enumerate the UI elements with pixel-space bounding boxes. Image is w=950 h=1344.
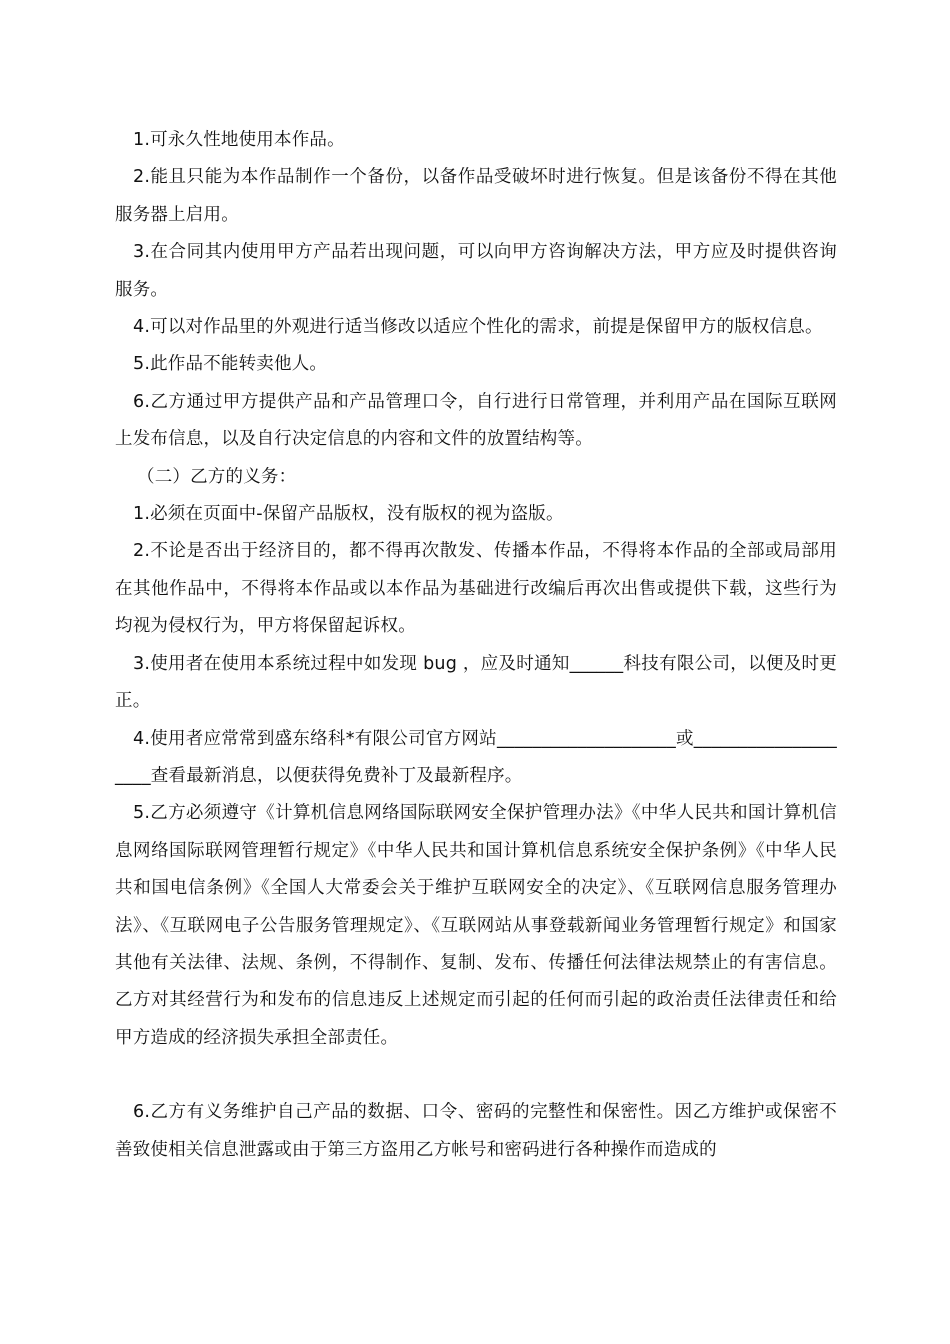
document-body [115,122,837,1169]
paragraph-right-6: 6.乙方通过甲方提供产品和产品管理口令，自行进行日常管理，并利用产品在国际互联网上发布信息，以及自行决定信息的内容和文件的放置结构等。 [115,391,837,450]
paragraph-right-3: 3.在合同其内使用甲方产品若出现问题，可以向甲方咨询解决方法，甲方应及时提供咨询服务。 [115,242,837,300]
paragraph-obligation-3: 3.使用者在使用本系统过程中如发现 bug ，应及时通知______科技有限公司，以便及时更正。 [115,653,837,712]
paragraph-obligation-1: 1.必须在页面中-保留产品版权，没有版权的视为盗版。 [133,504,564,525]
paragraph-spacer [115,1057,837,1094]
section-heading-obligations: （二）乙方的义务： [137,466,297,487]
paragraph-right-4: 4.可以对作品里的外观进行适当修改以适应个性化的需求，前提是保留甲方的版权信息。 [133,317,823,338]
paragraph-right-2: 2.能且只能为本作品制作一个备份，以备作品受破坏时进行恢复。但是该备份不得在其他服务器上启用。 [115,167,837,225]
paragraph-obligation-5: 5.乙方必须遵守《计算机信息网络国际联网安全保护管理办法》《中华人民共和国计算机信息网络国际联网管理暂行规定》《中华人民共和国计算机信息系统安全保护条例》《中华人民共和国电信条例》《全国人大常委会关于维护互联网安全的决定》、《互联网信息服务管理办法》、《互联网电子公告服务管理规定》、《互联网站从事登载新闻业务管理暂行规定》和国家其他有关法律、法规、条例，不得制作、复制、发布、传播任何法律法规禁止的有害信息。乙方对其经营行为和发布的信息违反上述规定而引起的任何而引起的政治责任法律责任和给甲方造成的经济损失承担全部责任。 [115,803,837,1048]
paragraph-obligation-2: 2.不论是否出于经济目的，都不得再次散发、传播本作品，不得将本作品的全部或局部用在其他作品中，不得将本作品或以本作品为基础进行改编后再次出售或提供下载，这些行为均视为侵权行为，甲方将保留起诉权。 [115,541,837,637]
paragraph-right-5: 5.此作品不能转卖他人。 [133,354,328,375]
paragraph-obligation-4: 4.使用者应常常到盛东络科*有限公司官方网站____________________或____________________查看最新消息，以便获得免费补丁及最新程序。 [115,728,837,786]
paragraph-right-1: 1.可永久性地使用本作品。 [133,130,345,150]
paragraph-obligation-6: 6.乙方有义务维护自己产品的数据、口令、密码的完整性和保密性。因乙方维护或保密不善致使相关信息泄露或由于第三方盗用乙方帐号和密码进行各种操作而造成的 [115,1102,837,1160]
